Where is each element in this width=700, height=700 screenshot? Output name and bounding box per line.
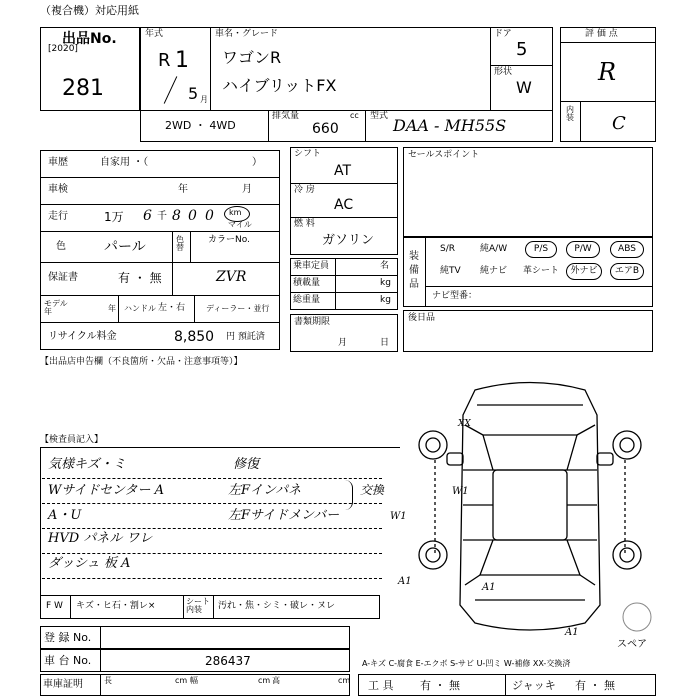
year-era: R: [158, 50, 171, 71]
car-grade: ハイブリットFX: [222, 76, 337, 95]
recycle-value: 8,850: [174, 329, 215, 345]
capacity-unit: 名: [380, 261, 390, 271]
seller-report-label: 【出品店申告欄（不良箇所・欠品・注意事項等）】: [40, 357, 243, 367]
score-label: 評 価 点: [585, 29, 618, 39]
details-box: [40, 150, 280, 350]
color-number-value: ZVR: [216, 269, 247, 285]
equip-item: 純TV: [440, 266, 461, 276]
damage-mark: A1: [398, 576, 412, 587]
inspector-note: 左Fインパネ: [228, 483, 302, 498]
color-value: パール: [104, 239, 146, 255]
lot-number: 281: [62, 76, 104, 101]
doc-day: 日: [380, 338, 390, 348]
seat-items: 汚れ・焦・シミ・破レ・ヌレ: [218, 601, 336, 611]
mileage-digit: 0: [205, 208, 214, 224]
model-value: DAA - MH55S: [393, 116, 507, 135]
displacement-unit: cc: [350, 111, 359, 120]
inspection-label: 車検: [48, 184, 68, 195]
shift-label: シフト: [294, 149, 322, 159]
door-label: ドア: [494, 29, 512, 39]
shape-value: W: [516, 78, 532, 97]
mileage-label: 走行: [48, 211, 68, 222]
year-number: 1: [175, 48, 189, 73]
displacement-value: 660: [312, 121, 339, 137]
inspector-note: 交換: [360, 483, 385, 497]
sales-box: [403, 147, 653, 237]
inspector-note: ダッシュ 板 A: [48, 556, 131, 571]
inspection-month: 月: [242, 184, 252, 195]
handle-value: 左・右: [158, 303, 186, 313]
fuel-value: ガソリン: [322, 233, 375, 248]
inspector-note: Wサイドセンター A: [48, 483, 165, 498]
history-value: 自家用 ・（: [100, 157, 149, 168]
model-year-unit: 年: [108, 304, 116, 313]
inspector-note: HVD パネル ワレ: [48, 531, 153, 546]
color-number-label: カラーNo.: [208, 235, 250, 245]
mileage-unit-km: km: [229, 208, 242, 217]
equip-item: ABS: [610, 241, 644, 258]
equip-item: P/W: [566, 241, 600, 258]
load-unit: kg: [380, 278, 391, 288]
chassis-value: 286437: [205, 654, 251, 668]
rear-box: [403, 310, 653, 352]
mileage-man: 1万: [104, 210, 124, 224]
equip-item: S/R: [440, 244, 455, 254]
fw-label: F W: [46, 601, 63, 611]
equip-item: P/S: [525, 241, 557, 258]
inspector-note: 気様キズ・ミ: [48, 457, 126, 472]
inspection-year: 年: [178, 184, 188, 195]
ac-value: AC: [334, 197, 354, 213]
lot-label: 出品No.: [62, 31, 117, 47]
name-label: 車名・グレード: [215, 29, 279, 39]
cert-item: 幅: [190, 676, 198, 685]
equip-item: 純ナビ: [480, 266, 508, 276]
mileage-digit: 8: [172, 208, 181, 224]
equip-item: エアB: [610, 263, 644, 280]
jack-value: 有 ・ 無: [575, 679, 615, 692]
warranty-label: 保証書: [48, 272, 78, 283]
recycle-label: リサイクル料金: [48, 331, 117, 342]
damage-mark: A1: [565, 627, 579, 638]
displacement-label: 排気量: [272, 111, 300, 121]
damage-mark: XX: [458, 419, 471, 429]
doc-unit: 月: [338, 338, 348, 348]
mileage-digit: 6: [143, 208, 152, 224]
equip-item: 革シート: [523, 266, 560, 276]
month-value: 5: [188, 84, 199, 103]
inspector-note: 修復: [233, 457, 260, 472]
mileage-digit: 0: [188, 208, 197, 224]
cert-item: cm: [338, 676, 351, 685]
color-change-label: 色替: [176, 235, 184, 252]
ac-label: 冷 房: [294, 185, 315, 195]
jack-label: ジャッキ: [512, 679, 556, 692]
warranty-value: 有 ・ 無: [118, 271, 162, 285]
sales-point-label: セールスポイント: [408, 150, 480, 160]
damage-mark: W1: [452, 486, 469, 497]
navi-label: ナビ型番：: [432, 291, 478, 301]
fw-items: キズ・ヒ石・割レ×: [76, 601, 156, 611]
sheet-header: （複合機）対応用紙: [40, 4, 139, 17]
capacity-label: 乗車定員: [293, 261, 330, 271]
cert-item: 高: [272, 676, 280, 685]
dealer-label: ディーラー・並行: [206, 304, 270, 313]
load-label: 積載量: [293, 278, 321, 288]
shape-label: 形状: [494, 67, 513, 77]
car-diagram: [405, 375, 655, 645]
car-name: ワゴンR: [222, 48, 282, 67]
model-year-label: モデル 年: [44, 299, 68, 316]
tools-value: 有 ・ 無: [420, 679, 460, 692]
cert-item: 長: [104, 676, 112, 685]
inspector-note: A・U: [48, 508, 82, 523]
seat-label: シート内装: [186, 597, 210, 614]
interior-label: 内装: [566, 105, 574, 122]
cert-item: cm: [175, 676, 188, 685]
history-close: ）: [252, 157, 262, 168]
equip-label: 装備品: [409, 251, 419, 290]
rear-label: 後日品: [408, 313, 436, 323]
equip-item: 外ナビ: [566, 263, 602, 280]
equip-item: 純A/W: [480, 244, 508, 254]
inspector-label: 【検査員記入】: [40, 435, 104, 445]
door-value: 5: [516, 39, 528, 60]
gross-unit: kg: [380, 295, 391, 305]
fuel-label: 燃 料: [294, 219, 315, 229]
inspector-note: 左Fサイドメンバー: [228, 508, 340, 523]
doc-label: 書類期限: [294, 317, 331, 327]
color-label: 色: [56, 241, 66, 252]
history-label: 車歴: [48, 157, 68, 168]
bracket-mark: [342, 480, 353, 510]
recycle-unit: 円 預託済: [226, 332, 265, 342]
mileage-unit-mile: マイル: [228, 220, 252, 229]
reg-label: 登 録 No.: [44, 631, 92, 644]
gross-label: 総重量: [293, 295, 321, 305]
mileage-digit: 千: [157, 211, 167, 222]
tools-label: 工 具: [368, 679, 394, 692]
cert-item: cm: [258, 676, 271, 685]
score-value: R: [598, 58, 617, 86]
year-label: 年式: [145, 29, 164, 39]
interior-value: C: [612, 113, 626, 134]
drive-value: 2WD ・ 4WD: [165, 119, 236, 132]
damage-mark: W1: [390, 511, 407, 522]
chassis-label: 車 台 No.: [44, 654, 92, 667]
spare-label: スペア: [617, 639, 647, 650]
shift-value: AT: [334, 163, 352, 179]
cert-label: 車庫証明: [43, 679, 83, 690]
month-unit: 月: [200, 95, 208, 104]
damage-legend: A-キズ C-腐食 E-エクボ S-サビ U-凹ミ W-補修 XX-交換済: [362, 659, 571, 668]
model-label: 型式: [370, 111, 389, 121]
year-badge: [2020]: [48, 44, 78, 54]
handle-label: ハンドル: [124, 304, 156, 313]
damage-mark: A1: [482, 582, 496, 593]
